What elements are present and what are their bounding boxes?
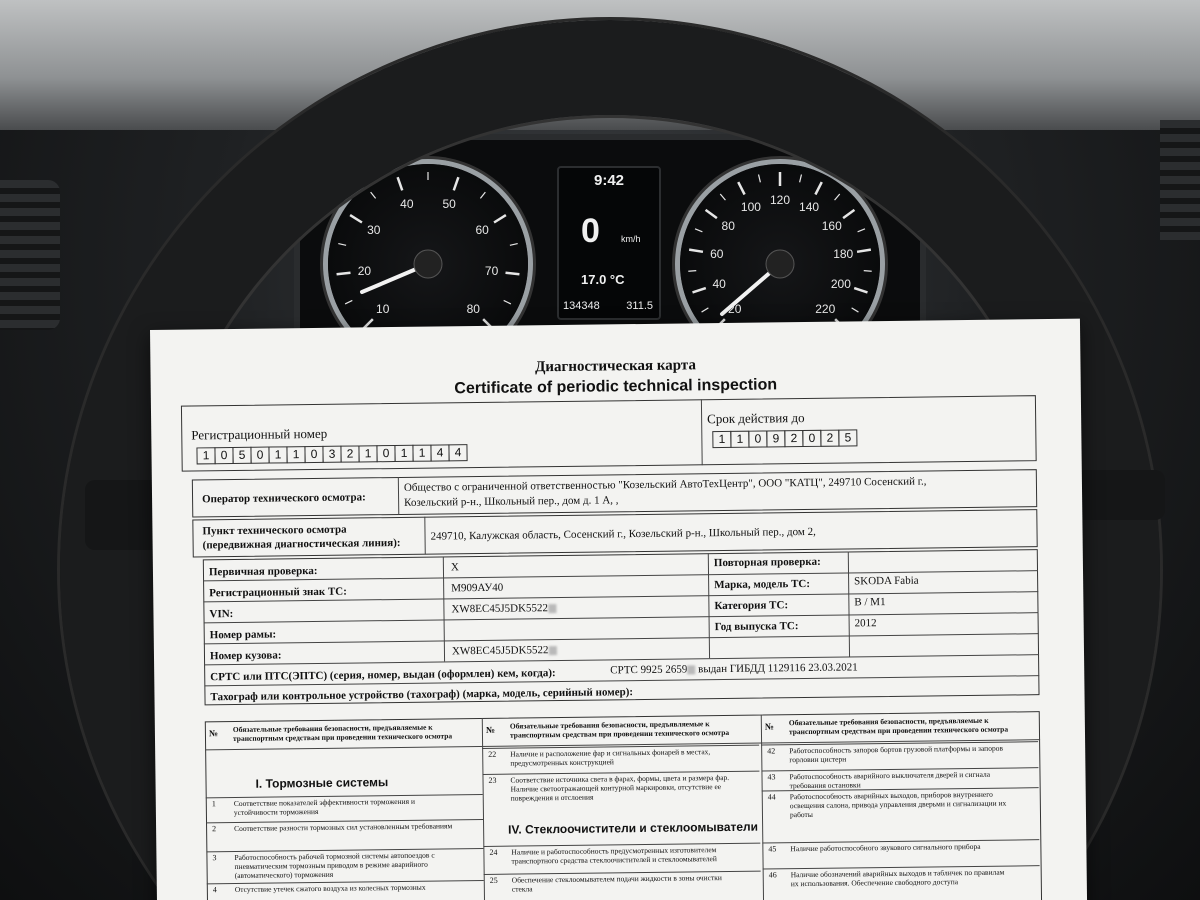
gauge-tick-label: 220	[815, 302, 836, 317]
digit-cell: 1	[286, 446, 305, 463]
point-label-line1: Пункт технического осмотра	[202, 523, 347, 538]
primary-check-value: X	[450, 561, 459, 574]
table-no-header: №	[208, 728, 219, 739]
gauge-tick-label: 20	[357, 264, 372, 279]
plate-value: М909АУ40	[451, 581, 504, 595]
body-number-value	[452, 644, 557, 657]
digit-cell: 5	[838, 429, 857, 446]
table-requirement-header: Обязательные требования безопасности, предъявляемые к транспортным средствам при проведении технического осмотра	[788, 715, 1009, 737]
gauge-tick-label: 60	[475, 222, 489, 237]
point-label-line2: (передвижная диагностическая линия):	[202, 536, 401, 552]
digit-cell: 1	[412, 445, 431, 462]
gauge-tick-label: 80	[466, 302, 480, 317]
odometer-readout: 134348	[563, 300, 600, 312]
gauge-tick-label: 100	[740, 199, 761, 214]
steering-wheel-buttons-right	[1075, 470, 1165, 520]
table-row-number: 4	[212, 885, 217, 895]
inspection-certificate	[150, 319, 1088, 900]
gauge-tick-label: 40	[400, 196, 414, 211]
gauge-tick-label: 200	[830, 276, 851, 291]
srts-number: СРТС 9925 2659	[610, 663, 688, 677]
digit-cell: 5	[232, 447, 251, 464]
table-row-requirement: Наличие работоспособного звукового сигнального прибора	[790, 841, 981, 854]
table-row-requirement: Обеспечение стеклоомывателем подачи жидкости в зоны очистки стекла	[511, 873, 722, 894]
category-value: B / M1	[854, 596, 886, 609]
redacted-mark	[548, 604, 556, 613]
table-row-number: 23	[488, 775, 497, 785]
digit-cell: 1	[394, 445, 413, 462]
vin-text: XW8EC45J5DK5522	[451, 602, 549, 616]
gauge-tick-label: 180	[833, 246, 854, 261]
category-label: Категория ТС:	[714, 599, 789, 613]
air-vent-left	[0, 180, 60, 330]
table-row-requirement: Соответствие разности тормозных сил установленным требованиям	[234, 821, 453, 834]
frame-number-label: Номер рамы:	[209, 628, 277, 642]
year-value: 2012	[854, 617, 877, 630]
table-row-number: 3	[212, 853, 217, 863]
table-row-number: 43	[767, 772, 776, 782]
table-row-requirement: Работоспособность аварийных выходов, приборов внутреннего освещения салона, привода управления дверьми и сигнализации их работы	[789, 789, 1007, 820]
table-row-requirement: Соответствие источника света в фарах, формы, цвета и размера фар. Наличие светоотражающей контурной маркировки, отсутствие ее повреждения и отслоения	[510, 772, 730, 803]
table-row-requirement: Работоспособность рабочей тормозной системы автопоездов с пневматическим тормозным приводом в режиме аварийного (автоматического) торможения	[234, 850, 435, 881]
clock-readout: 9:42	[593, 172, 625, 189]
year-label: Год выпуска ТС:	[714, 620, 799, 634]
gauge-tick-label: 40	[712, 276, 726, 291]
tachograph-label: Тахограф или контрольное устройство (тахограф) (марка, модель, серийный номер):	[210, 686, 634, 704]
gauge-tick-label: 70	[484, 264, 499, 279]
table-no-header: №	[764, 721, 774, 732]
reg-number-digits	[197, 444, 467, 464]
gauge-tick-label: 120	[769, 193, 791, 207]
point-value: 249710, Калужская область, Сосенский г., Козельский р-н., Школьный пер., дом 2,	[430, 525, 816, 543]
reg-number-label: Регистрационный номер	[191, 425, 328, 443]
table-row-requirement: Наличие и расположение фар и сигнальных фонарей в местах, предусмотренных конструкцией	[510, 747, 711, 768]
digit-cell: 0	[748, 430, 767, 447]
redacted-mark	[548, 646, 556, 655]
digit-cell: 0	[304, 446, 323, 463]
table-row-number: 46	[768, 870, 777, 880]
digit-cell: 1	[730, 431, 749, 448]
gauge-tick-label: 30	[367, 222, 381, 237]
repeat-check-label: Повторная проверка:	[713, 555, 821, 570]
table-requirement-header: Обязательные требования безопасности, предъявляемые к транспортным средствам при проведении технического осмотра	[232, 722, 453, 744]
table-row-requirement: Работоспособность запоров бортов грузовой платформы и запоров горловин цистерн	[789, 743, 1004, 765]
operator-value-line1: Общество с ограниченной ответственностью "Козельский АвтоТехЦентр", ООО "КАТЦ", 249710 Сосенский г.,	[403, 475, 927, 494]
digit-cell: 3	[322, 446, 341, 463]
digit-cell: 2	[784, 430, 803, 447]
air-vent-right	[1160, 120, 1200, 240]
make-label: Марка, модель ТС:	[714, 577, 811, 592]
table-requirement-header: Обязательные требования безопасности, предъявляемые к транспортным средствам при проведении технического осмотра	[509, 719, 730, 740]
table-row-number: 42	[767, 746, 776, 756]
vin-label: VIN:	[209, 608, 234, 621]
section-wipers: IV. Стеклоочистители и стеклоомыватели	[508, 819, 759, 837]
table-row-requirement: Работоспособность аварийного выключателя дверей и сигнала требования остановки	[789, 769, 991, 791]
digit-cell: 0	[250, 447, 269, 464]
certificate-title-ru: Диагностическая карта	[534, 357, 697, 376]
table-row-number: 2	[212, 824, 217, 834]
gauge-tick-label: 80	[721, 219, 735, 234]
table-row-requirement: Наличие и работоспособность предусмотренных изготовителем транспортного средства стеклоочистителей и стеклоомывателей	[511, 845, 717, 866]
table-row-number: 22	[488, 749, 497, 759]
body-number-text: XW8EC45J5DK5522	[451, 644, 549, 658]
digit-cell: 0	[802, 430, 821, 447]
digit-cell: 2	[340, 445, 359, 462]
plate-label: Регистрационный знак ТС:	[209, 585, 347, 600]
gauge-tick-label: 20	[728, 302, 742, 317]
table-row-requirement: Соответствие показателей эффективности торможения и устойчивости торможения	[233, 796, 416, 818]
speed-unit: km/h	[621, 234, 641, 244]
temperature-readout: 17.0 °C	[581, 272, 625, 287]
table-row-number: 25	[489, 875, 498, 885]
table-row-requirement: Отсутствие утечек сжатого воздуха из колесных тормозных	[234, 882, 426, 895]
section-brakes: I. Тормозные системы	[255, 775, 389, 791]
certificate-title-en: Certificate of periodic technical inspection	[454, 376, 778, 398]
body-number-label: Номер кузова:	[209, 649, 282, 663]
operator-label: Оператор технического осмотра:	[201, 491, 366, 506]
table-row-number: 1	[211, 799, 216, 809]
make-value: SKODA Fabia	[854, 574, 919, 588]
digit-cell: 1	[358, 445, 377, 462]
digit-cell: 9	[766, 430, 785, 447]
digit-cell: 2	[820, 430, 839, 447]
operator-value-line2: Козельский р-н., Школьный пер., дом д. 1 А, ,	[404, 494, 619, 509]
table-row-requirement: Наличие обозначений аварийных выходов и табличек по правилам их использования. Обеспечение свободного доступа	[790, 867, 1005, 889]
gauge-tick-label: 140	[799, 199, 820, 214]
vin-value	[451, 602, 556, 615]
gauge-tick-label: 60	[710, 246, 724, 261]
srts-label: СРТС или ПТС(ЭПТС) (серия, номер, выдан (оформлен) кем, когда):	[210, 667, 556, 684]
table-no-header: №	[485, 724, 496, 735]
srts-issued: выдан ГИБДД 1129116 23.03.2021	[698, 661, 858, 676]
gauge-tick-label: 10	[376, 302, 390, 317]
redacted-mark	[687, 665, 695, 674]
digit-cell: 4	[430, 444, 449, 461]
gauge-tick-label: 50	[442, 196, 456, 211]
table-row-number: 24	[489, 847, 498, 857]
digit-cell: 0	[376, 445, 395, 462]
digit-cell: 1	[196, 447, 215, 464]
primary-check-label: Первичная проверка:	[208, 564, 318, 579]
trip-readout: 311.5	[626, 300, 653, 312]
valid-until-label: Срок действия до	[707, 410, 805, 427]
table-row-number: 44	[767, 792, 776, 802]
digit-cell: 1	[712, 431, 731, 448]
gauge-tick-label: 160	[821, 219, 842, 234]
valid-until-digits	[713, 429, 857, 448]
table-row-number: 45	[768, 844, 777, 854]
digit-cell: 1	[268, 446, 287, 463]
digit-cell: 4	[448, 444, 467, 461]
digit-cell: 0	[214, 447, 233, 464]
speed-readout: 0	[581, 212, 600, 250]
